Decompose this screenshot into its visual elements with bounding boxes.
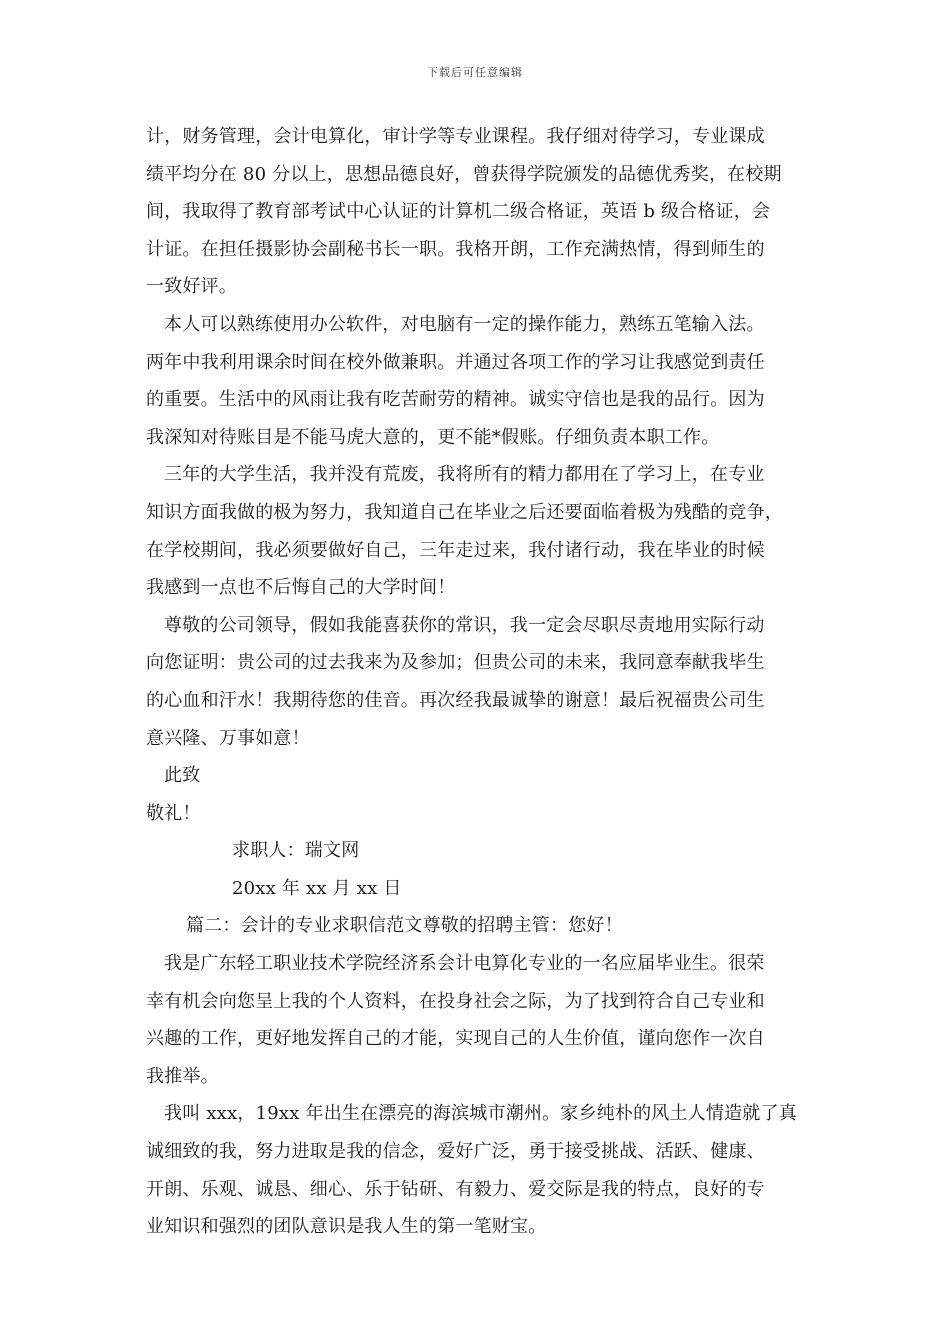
text-line: 间，我取得了教育部考试中心认证的计算机二级合格证，英语 b 级合格证，会 bbox=[146, 201, 771, 223]
text-line: 绩平均分在 80 分以上，思想品德良好，曾获得学院颁发的品德优秀奖，在校期 bbox=[146, 163, 782, 185]
text-line: 兴趣的工作，更好地发挥自己的才能，实现自己的人生价值，谨向您作一次自 bbox=[146, 1028, 765, 1050]
text-line: 两年中我利用课余时间在校外做兼职。并通过各项工作的学习让我感觉到责任 bbox=[146, 351, 765, 373]
text-line: 意兴隆、万事如意！ bbox=[146, 727, 310, 749]
signature-date: 20xx 年 xx 月 xx 日 bbox=[232, 877, 402, 899]
text-line: 我是广东轻工职业技术学院经济系会计电算化专业的一名应届毕业生。很荣 bbox=[164, 953, 765, 975]
page-header: 下载后可任意编辑 bbox=[427, 66, 523, 79]
closing-salutation: 此致 bbox=[164, 765, 201, 787]
text-line: 三年的大学生活，我并没有荒废，我将所有的精力都用在了学习上，在专业 bbox=[164, 464, 765, 486]
text-line: 的心血和汗水！我期待您的佳音。再次经我最诚挚的谢意！最后祝福贵公司生 bbox=[146, 689, 765, 711]
section-heading: 篇二：会计的专业求职信范文尊敬的招聘主管：您好！ bbox=[186, 915, 623, 937]
text-line: 幸有机会向您呈上我的个人资料，在投身社会之际，为了找到符合自己专业和 bbox=[146, 990, 765, 1012]
text-line: 我叫 xxx，19xx 年出生在漂亮的海滨城市潮州。家乡纯朴的风土人情造就了真 bbox=[164, 1103, 797, 1125]
text-line: 我推举。 bbox=[146, 1065, 219, 1087]
text-line: 业知识和强烈的团队意识是我人生的第一笔财宝。 bbox=[146, 1216, 547, 1238]
text-line: 本人可以熟练使用办公软件，对电脑有一定的操作能力，熟练五笔输入法。 bbox=[164, 313, 765, 335]
text-line: 开朗、乐观、诚恳、细心、乐于钻研、有毅力、爱交际是我的特点，良好的专 bbox=[146, 1178, 765, 1200]
text-line: 在学校期间，我必须要做好自己，三年走过来，我付诸行动，我在毕业的时候 bbox=[146, 539, 765, 561]
closing-regards: 敬礼！ bbox=[146, 802, 201, 824]
text-line: 我深知对待账目是不能马虎大意的，更不能*假账。仔细负责本职工作。 bbox=[146, 426, 720, 448]
text-line: 的重要。生活中的风雨让我有吃苦耐劳的精神。诚实守信也是我的品行。因为 bbox=[146, 389, 765, 411]
document-body bbox=[146, 118, 818, 1246]
text-line: 向您证明：贵公司的过去我来为及参加；但贵公司的未来，我同意奉献我毕生 bbox=[146, 652, 765, 674]
text-line: 知识方面我做的极为努力，我知道自己在毕业之后还要面临着极为残酷的竞争， bbox=[146, 501, 783, 523]
signature-name: 求职人：瑞文网 bbox=[232, 840, 360, 862]
text-line: 计证。在担任摄影协会副秘书长一职。我格开朗，工作充满热情，得到师生的 bbox=[146, 238, 765, 260]
text-line: 我感到一点也不后悔自己的大学时间！ bbox=[146, 577, 456, 599]
text-line: 计，财务管理，会计电算化，审计学等专业课程。我仔细对待学习，专业课成 bbox=[146, 126, 765, 147]
text-line: 一致好评。 bbox=[146, 276, 237, 298]
text-line: 尊敬的公司领导，假如我能喜获你的常识，我一定会尽职尽责地用实际行动 bbox=[164, 614, 765, 636]
text-line: 诚细致的我，努力进取是我的信念，爱好广泛，勇于接受挑战、活跃、健康、 bbox=[146, 1141, 765, 1163]
